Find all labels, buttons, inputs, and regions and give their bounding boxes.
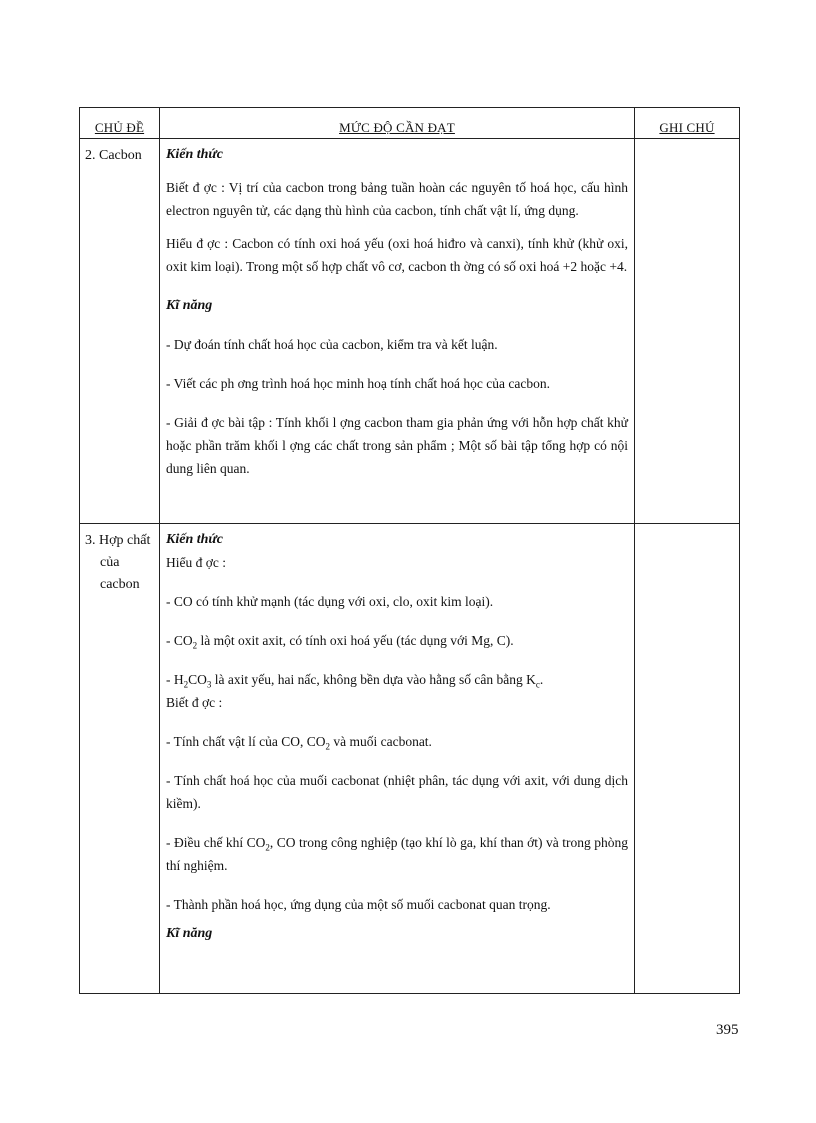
topic-label-line1: 3. Hợp chất [85, 533, 151, 548]
knowledge-heading: Kiến thức [166, 147, 224, 162]
skills-heading: Kĩ năng [166, 298, 213, 313]
page-number: 395 [716, 1022, 739, 1038]
topic-cell [80, 524, 160, 994]
know-item: - Tính chất vật lí của CO, $CO_2$ và muối cacbonat. [166, 734, 432, 752]
know-item: - Tính chất hoá học của muối cacbonat (nhiệt phân, tác dụng với axit, với dung dịch kiềm). [166, 773, 628, 811]
content-cell [160, 524, 635, 994]
know-item: - Thành phần hoá học, ứng dụng của một số muối cacbonat quan trọng. [166, 897, 551, 912]
understand-item: - CO có tính khử mạnh (tác dụng với oxi, clo, oxit kim loại). [166, 594, 494, 609]
know-paragraph: Biết đ ợc : Vị trí của cacbon trong bảng tuần hoàn các nguyên tố hoá học, cấu hình electron nguyên tử, các dạng thù hình của cacbon, tính chất vật lí, ứng dụng. [166, 180, 628, 218]
skill-item: - Dự đoán tính chất hoá học của cacbon, kiểm tra và kết luận. [166, 337, 498, 352]
table-header-row [80, 108, 740, 139]
understand-item: - $CO_2$ là một oxit axit, có tính oxi hoá yếu (tác dụng với Mg, C). [166, 633, 514, 651]
understand-item: - $H_2CO_3$ là axit yếu, hai nấc, không bền dựa vào hằng số cân bằng $K_c$. [166, 672, 544, 690]
table-row [80, 139, 740, 524]
skill-item: - Giải đ ợc bài tập : Tính khối l ợng cacbon tham gia phản ứng với hỗn hợp chất khử hoặc phần trăm khối l ợng các chất trong sản phẩm ; Một số bài tập tổng hợp có nội dung liên quan. [166, 415, 628, 476]
knowledge-heading: Kiến thức [166, 532, 224, 547]
header-level: MỨC ĐỘ CẦN ĐẠT [160, 108, 635, 139]
skills-heading: Kĩ năng [166, 926, 213, 941]
note-cell [635, 139, 740, 524]
header-note: GHI CHÚ [635, 108, 740, 139]
topic-label-line2: của cacbon [100, 555, 140, 592]
skill-item: - Viết các ph ơng trình hoá học minh hoạ tính chất hoá học của cacbon. [166, 376, 550, 391]
know-label: Biết đ ợc : [166, 695, 223, 710]
topic-cell [80, 139, 160, 524]
table-row [80, 524, 740, 994]
note-cell [635, 524, 740, 994]
curriculum-table [79, 107, 740, 994]
know-item: - Điều chế khí $CO_2$, CO trong công nghiệp (tạo khí lò ga, khí than ớt) và trong phòng thí nghiệm. [166, 835, 628, 873]
understand-paragraph: Hiểu đ ợc : Cacbon có tính oxi hoá yếu (oxi hoá hiđro và canxi), tính khử (khử oxi, oxit kim loại). Trong một số hợp chất vô cơ, cacbon th ờng có số oxi hoá +2 hoặc +4. [166, 236, 628, 274]
understand-label: Hiểu đ ợc : [166, 555, 226, 570]
content-cell [160, 139, 635, 524]
header-topic: CHỦ ĐỀ [80, 108, 160, 139]
topic-label: 2. Cacbon [85, 148, 142, 163]
